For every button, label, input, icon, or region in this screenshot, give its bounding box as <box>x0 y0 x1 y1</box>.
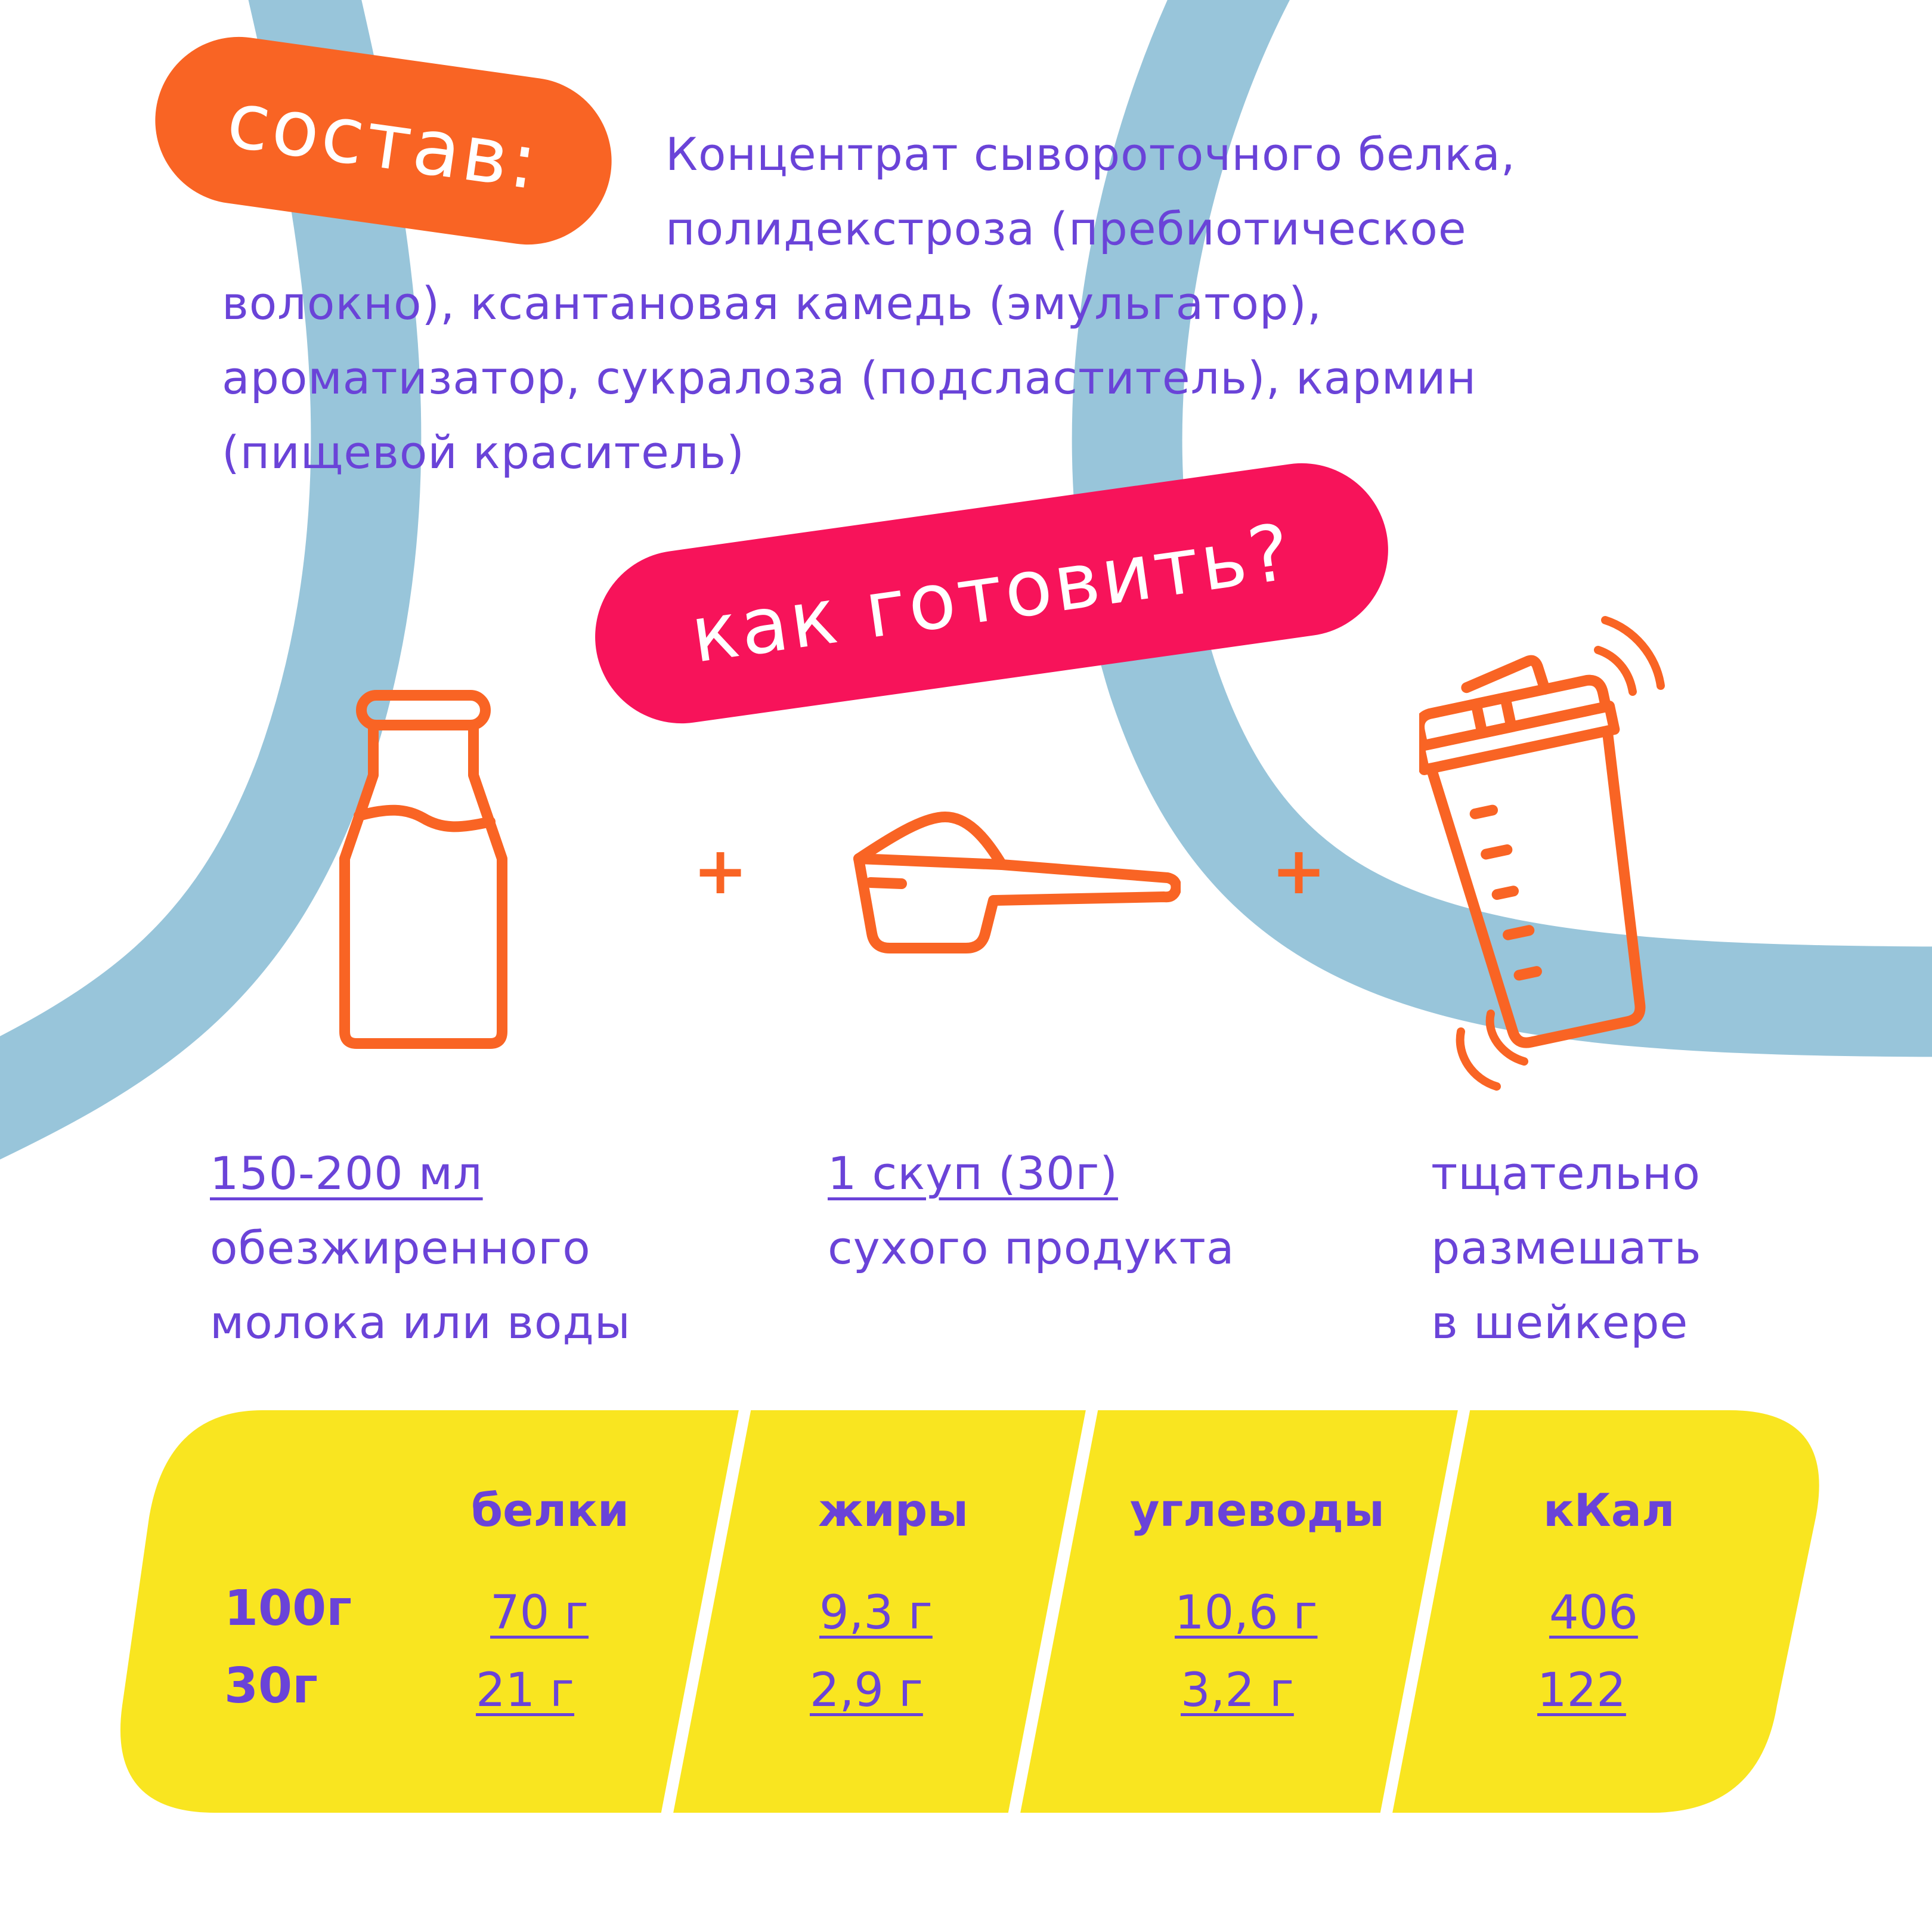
step-amount: 1 скуп (30г) <box>828 1147 1118 1200</box>
plus-sign: + <box>1271 832 1327 909</box>
preparation-heading: как готовить? <box>685 506 1298 680</box>
table-cell: 9,3 г <box>819 1586 933 1640</box>
row-header-100g: 100г <box>224 1580 352 1637</box>
step-text: сухого продукта <box>828 1221 1235 1274</box>
step-text: молока или воды <box>210 1296 631 1349</box>
step-text: обезжиренного <box>210 1221 591 1274</box>
row-header-30g: 30г <box>224 1658 318 1714</box>
composition-line: Концентрат сывороточного белка, <box>665 128 1516 181</box>
table-cell: 21 г <box>476 1664 575 1717</box>
column-header-protein: белки <box>471 1484 630 1537</box>
table-cell: 2,9 г <box>810 1664 923 1717</box>
table-cell: 10,6 г <box>1175 1586 1318 1640</box>
column-header-kcal: кКал <box>1543 1484 1675 1537</box>
composition-line: полидекстроза (пребиотическое <box>665 202 1467 255</box>
step-text: в шейкере <box>1431 1296 1689 1349</box>
table-cell: 3,2 г <box>1181 1664 1294 1717</box>
step-text: размешать <box>1431 1221 1702 1274</box>
table-cell: 406 <box>1549 1586 1638 1640</box>
table-cell: 122 <box>1537 1664 1626 1717</box>
column-header-fat: жиры <box>818 1484 969 1537</box>
table-cell: 70 г <box>490 1586 589 1640</box>
composition-line: (пищевой краситель) <box>222 426 745 479</box>
composition-line: волокно), ксантановая камедь (эмульгатор), <box>222 277 1323 330</box>
plus-sign: + <box>693 832 748 909</box>
composition-line: ароматизатор, сукралоза (подсластитель), кармин <box>222 351 1477 404</box>
step-text: тщательно <box>1431 1147 1701 1200</box>
column-header-carbs: углеводы <box>1130 1484 1385 1537</box>
step-amount: 150-200 мл <box>210 1147 483 1200</box>
composition-heading: состав: <box>221 74 546 208</box>
